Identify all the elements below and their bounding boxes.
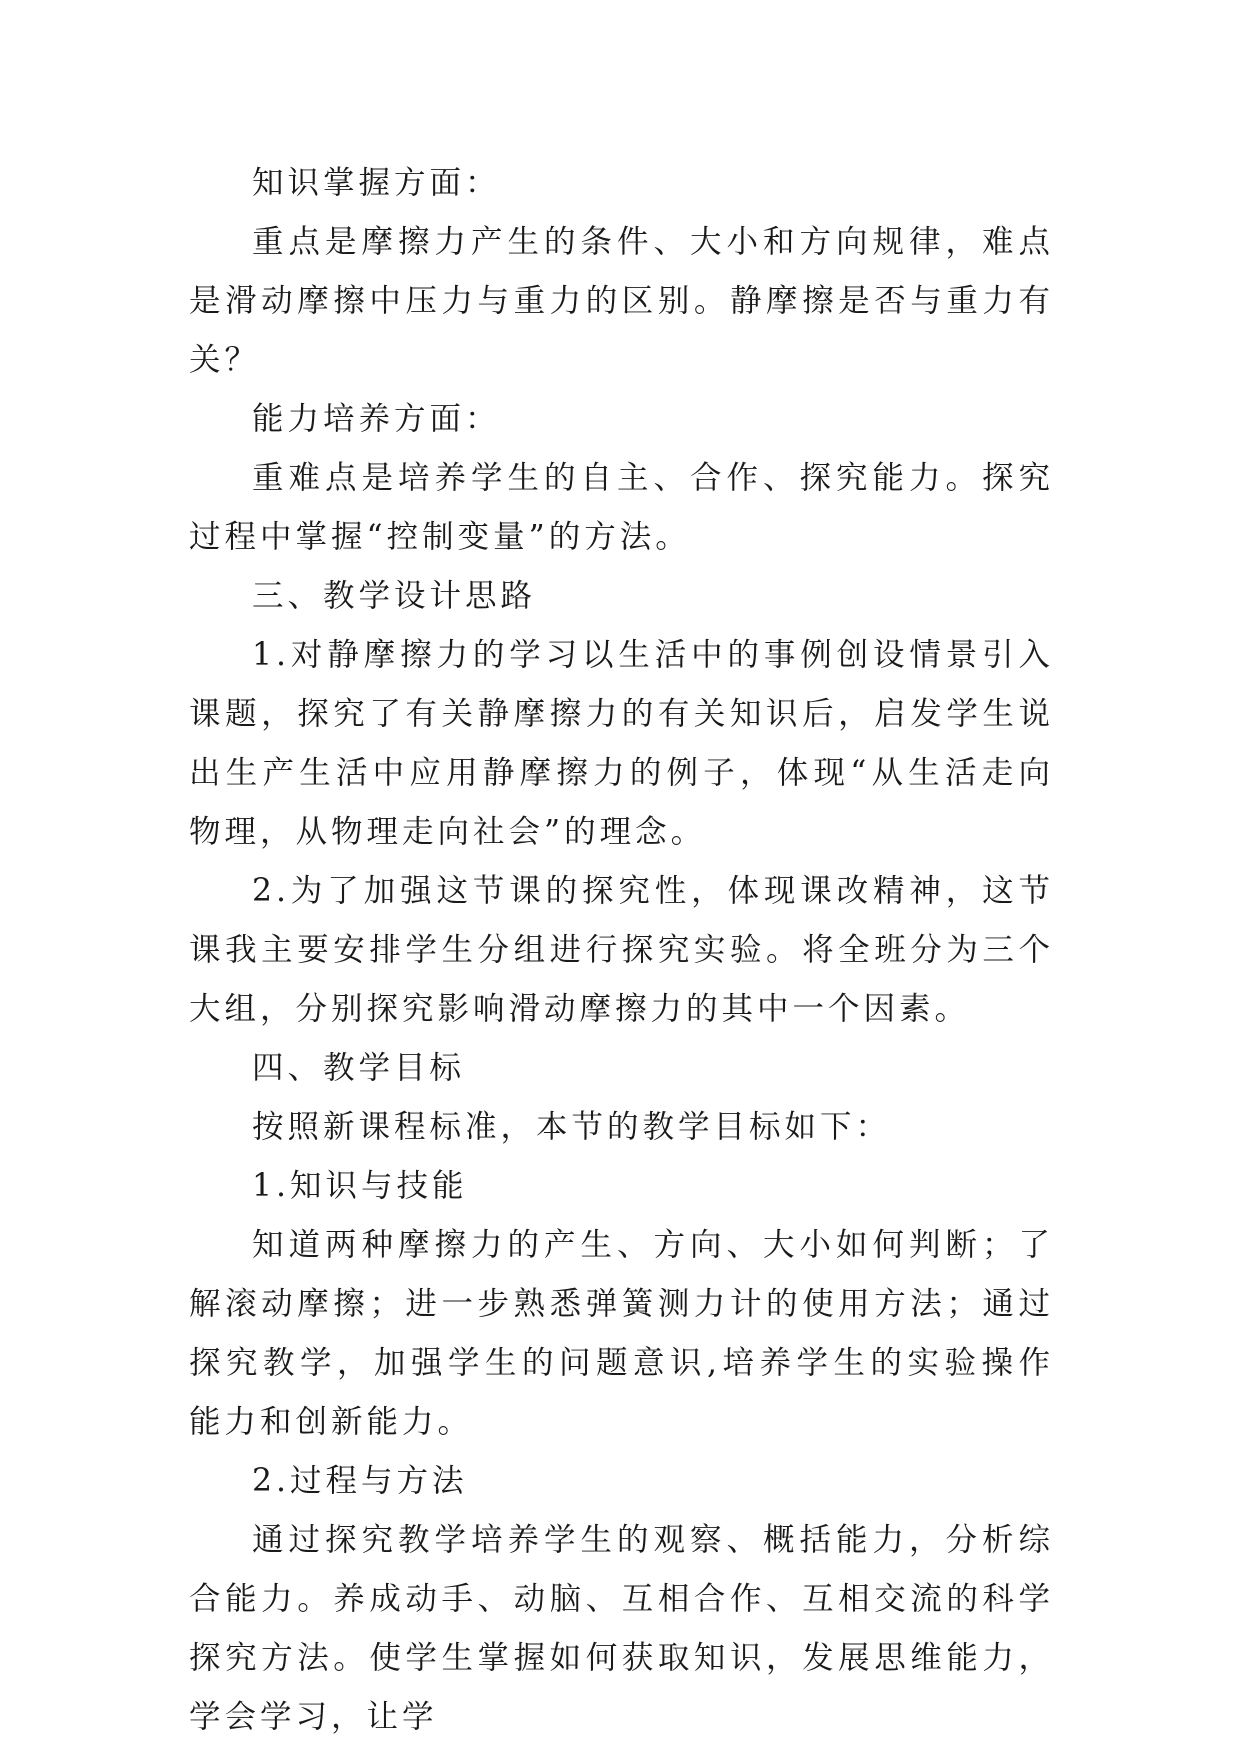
paragraph-knowledge-skills: 知道两种摩擦力的产生、方向、大小如何判断；了解滚动摩擦；进一步熟悉弹簧测力计的使用方法；通过探究教学，加强学生的问题意识,培养学生的实验操作能力和创新能力。 bbox=[189, 1227, 1054, 1440]
section-heading-design-ideas: 三、教学设计思路 bbox=[252, 578, 537, 614]
paragraph-ability-points: 重难点是培养学生的自主、合作、探究能力。探究过程中掌握“控制变量”的方法。 bbox=[189, 460, 1054, 555]
subheading-process-methods: 2.过程与方法 bbox=[252, 1463, 468, 1499]
paragraph-design-idea-2: 2.为了加强这节课的探究性，体现课改精神，这节课我主要安排学生分组进行探究实验。将全班分为三个大组，分别探究影响滑动摩擦力的其中一个因素。 bbox=[189, 873, 1054, 1027]
heading-ability-training: 能力培养方面： bbox=[252, 401, 501, 437]
paragraph-goals-intro: 按照新课程标准，本节的教学目标如下： bbox=[252, 1109, 892, 1145]
paragraph-design-idea-1: 1.对静摩擦力的学习以生活中的事例创设情景引入课题，探究了有关静摩擦力的有关知识后，启发学生说出生产生活中应用静摩擦力的例子，体现“从生活走向物理，从物理走向社会”的理念。 bbox=[189, 637, 1054, 850]
paragraph-key-difficult-points: 重点是摩擦力产生的条件、大小和方向规律，难点是滑动摩擦中压力与重力的区别。静摩擦是否与重力有关？ bbox=[189, 224, 1054, 378]
document-body bbox=[189, 154, 1054, 1747]
section-heading-teaching-goals: 四、教学目标 bbox=[252, 1050, 466, 1086]
heading-knowledge-mastery: 知识掌握方面： bbox=[252, 165, 501, 201]
paragraph-process-methods: 通过探究教学培养学生的观察、概括能力，分析综合能力。养成动手、动脑、互相合作、互相交流的科学探究方法。使学生掌握如何获取知识，发展思维能力，学会学习，让学 bbox=[189, 1522, 1054, 1735]
subheading-knowledge-skills: 1.知识与技能 bbox=[252, 1168, 468, 1204]
